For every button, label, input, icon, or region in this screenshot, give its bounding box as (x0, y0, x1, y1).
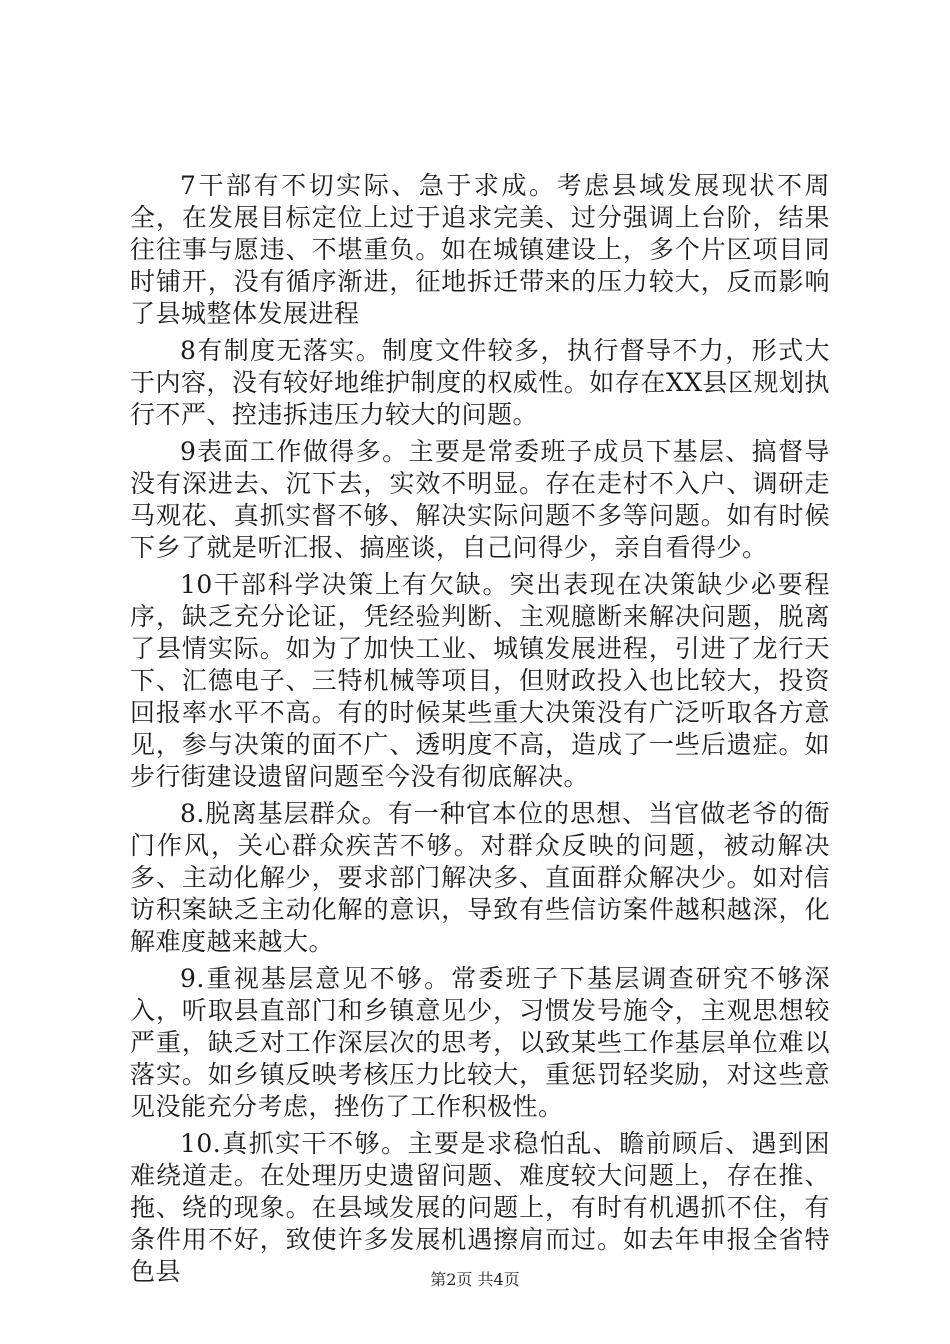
paragraph-4: 10干部科学决策上有欠缺。突出表现在决策缺少必要程序，缺乏充分论证，凭经验判断、主观臆断来解决问题，脱离了县情实际。如为了加快工业、城镇发展进程，引进了龙行天下、汇德电子、三特机械等项目，但财政投入也比较大，投资回报率水平不高。有的时候某些重大决策没有广泛听取各方意见，参与决策的面不广、透明度不高，造成了一些后遗症。如步行街建设遗留问题至今没有彻底解决。 (130, 570, 830, 791)
paragraph-3: 9表面工作做得多。主要是常委班子成员下基层、搞督导没有深进去、沉下去，实效不明显。存在走村不入户、调研走马观花、真抓实督不够、解决实际问题不多等问题。如有时候下乡了就是听汇报、搞座谈，自己问得少，亲自看得少。 (130, 437, 830, 562)
page-footer: 第2页 共4页 (430, 1270, 520, 1289)
paragraph-6: 9.重视基层意见不够。常委班子下基层调查研究不够深入，听取县直部门和乡镇意见少，习惯发号施令，主观思想较严重，缺乏对工作深层次的思考，以致某些工作基层单位难以落实。如乡镇反映考核压力比较大，重惩罚轻奖励，对这些意见没能充分考虑，挫伤了工作积极性。 (130, 964, 830, 1121)
paragraph-5: 8.脱离基层群众。有一种官本位的思想、当官做老爷的衙门作风，关心群众疾苦不够。对群众反映的问题，被动解决多、主动化解少，要求部门解决多、直面群众解决少。如对信访积案缺乏主动化解的意识，导致有些信访案件越积越深，化解难度越来越大。 (130, 799, 830, 956)
paragraph-7: 10.真抓实干不够。主要是求稳怕乱、瞻前顾后、遇到困难绕道走。在处理历史遗留问题、难度较大问题上，存在推、拖、绕的现象。在县域发展的问题上，有时有机遇抓不住，有条件用不好，致使许多发展机遇擦肩而过。如去年申报全省特色县 (130, 1129, 830, 1286)
paragraph-1: 7干部有不切实际、急于求成。考虑县域发展现状不周全，在发展目标定位上过于追求完美、过分强调上台阶，结果往往事与愿违、不堪重负。如在城镇建设上，多个片区项目同时铺开，没有循序渐进，征地拆迁带来的压力较大，反而影响了县城整体发展进程 (130, 171, 830, 328)
paragraph-2: 8有制度无落实。制度文件较多，执行督导不力，形式大于内容，没有较好地维护制度的权威性。如存在XX县区规划执行不严、控违拆违压力较大的问题。 (130, 336, 830, 429)
document-body (130, 170, 830, 1293)
